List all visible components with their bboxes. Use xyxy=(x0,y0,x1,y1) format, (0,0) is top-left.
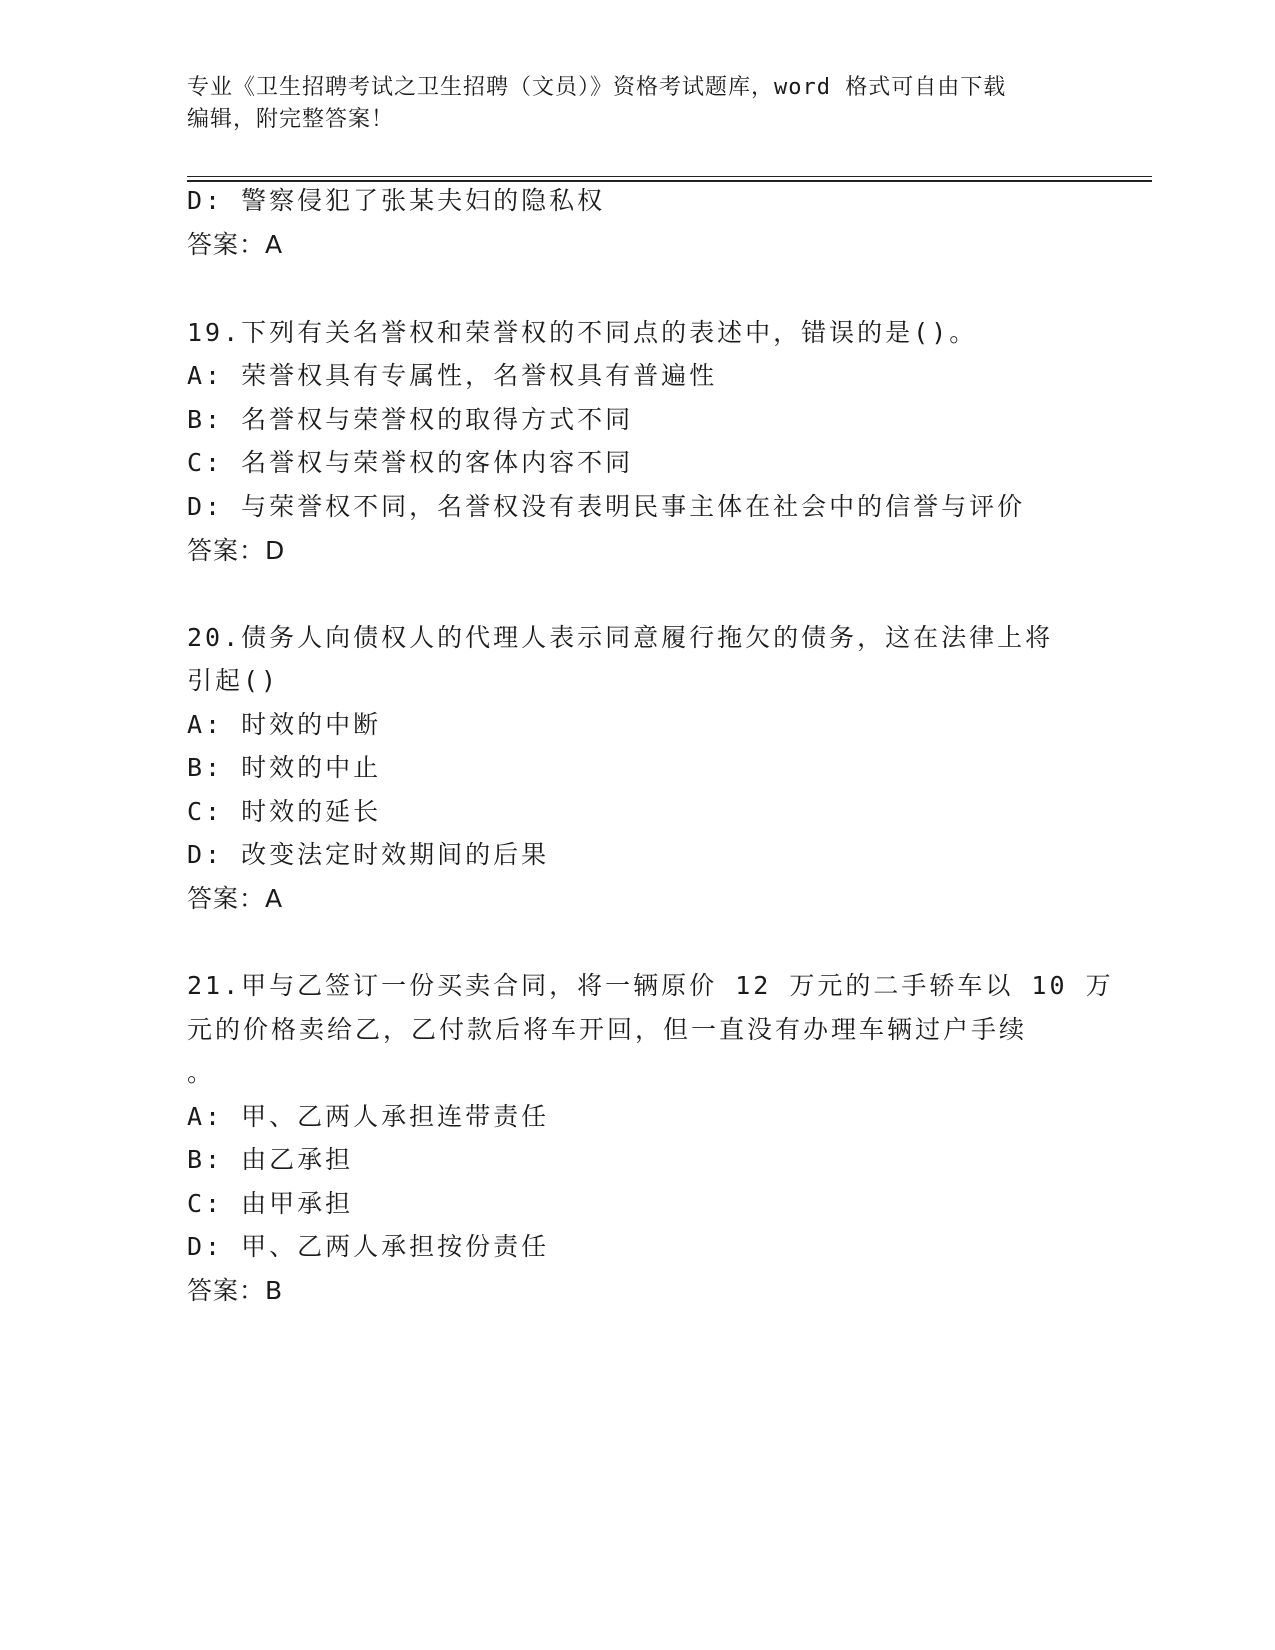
q19-option-b: B: 名誉权与荣誉权的取得方式不同 xyxy=(187,405,634,434)
q20-stem-line-2: 引起() xyxy=(187,666,280,695)
q21-option-a: A: 甲、乙两人承担连带责任 xyxy=(187,1102,550,1131)
header-divider-thin xyxy=(187,176,1152,177)
header-line-1: 专业《卫生招聘考试之卫生招聘（文员）》资格考试题库，word 格式可自由下载 xyxy=(187,75,1007,100)
q19-answer: 答案：D xyxy=(187,536,286,565)
q20-option-a: A: 时效的中断 xyxy=(187,710,382,739)
q19-option-c: C: 名誉权与荣誉权的客体内容不同 xyxy=(187,448,634,477)
q19-option-a: A: 荣誉权具有专属性，名誉权具有普遍性 xyxy=(187,361,718,390)
q20-answer: 答案：A xyxy=(187,884,284,913)
q19-stem: 19.下列有关名誉权和荣誉权的不同点的表述中，错误的是()。 xyxy=(187,318,978,347)
header-line-2: 编辑，附完整答案！ xyxy=(187,107,395,132)
q21-answer: 答案：B xyxy=(187,1276,284,1305)
q20-option-c: C: 时效的延长 xyxy=(187,797,382,826)
prev-option-d: D: 警察侵犯了张某夫妇的隐私权 xyxy=(187,186,606,215)
prev-answer: 答案：A xyxy=(187,230,284,259)
header-divider-thick xyxy=(187,180,1152,182)
q20-stem-line-1: 20.债务人向债权人的代理人表示同意履行拖欠的债务，这在法律上将 xyxy=(187,623,1054,652)
document-header xyxy=(187,72,1087,136)
q21-stem-line-2: 元的价格卖给乙，乙付款后将车开回，但一直没有办理车辆过户手续 xyxy=(187,1015,1028,1044)
q20-option-d: D: 改变法定时效期间的后果 xyxy=(187,840,550,869)
q21-option-d: D: 甲、乙两人承担按份责任 xyxy=(187,1232,550,1261)
q20-option-b: B: 时效的中止 xyxy=(187,753,382,782)
q21-option-b: B: 由乙承担 xyxy=(187,1145,354,1174)
q21-stem-line-1: 21.甲与乙签订一份买卖合同，将一辆原价 12 万元的二手轿车以 10 万 xyxy=(187,971,1114,1000)
q21-option-c: C: 由甲承担 xyxy=(187,1189,354,1218)
q19-option-d: D: 与荣誉权不同，名誉权没有表明民事主体在社会中的信誉与评价 xyxy=(187,492,1026,521)
q21-stem-line-3: 。 xyxy=(187,1058,216,1087)
